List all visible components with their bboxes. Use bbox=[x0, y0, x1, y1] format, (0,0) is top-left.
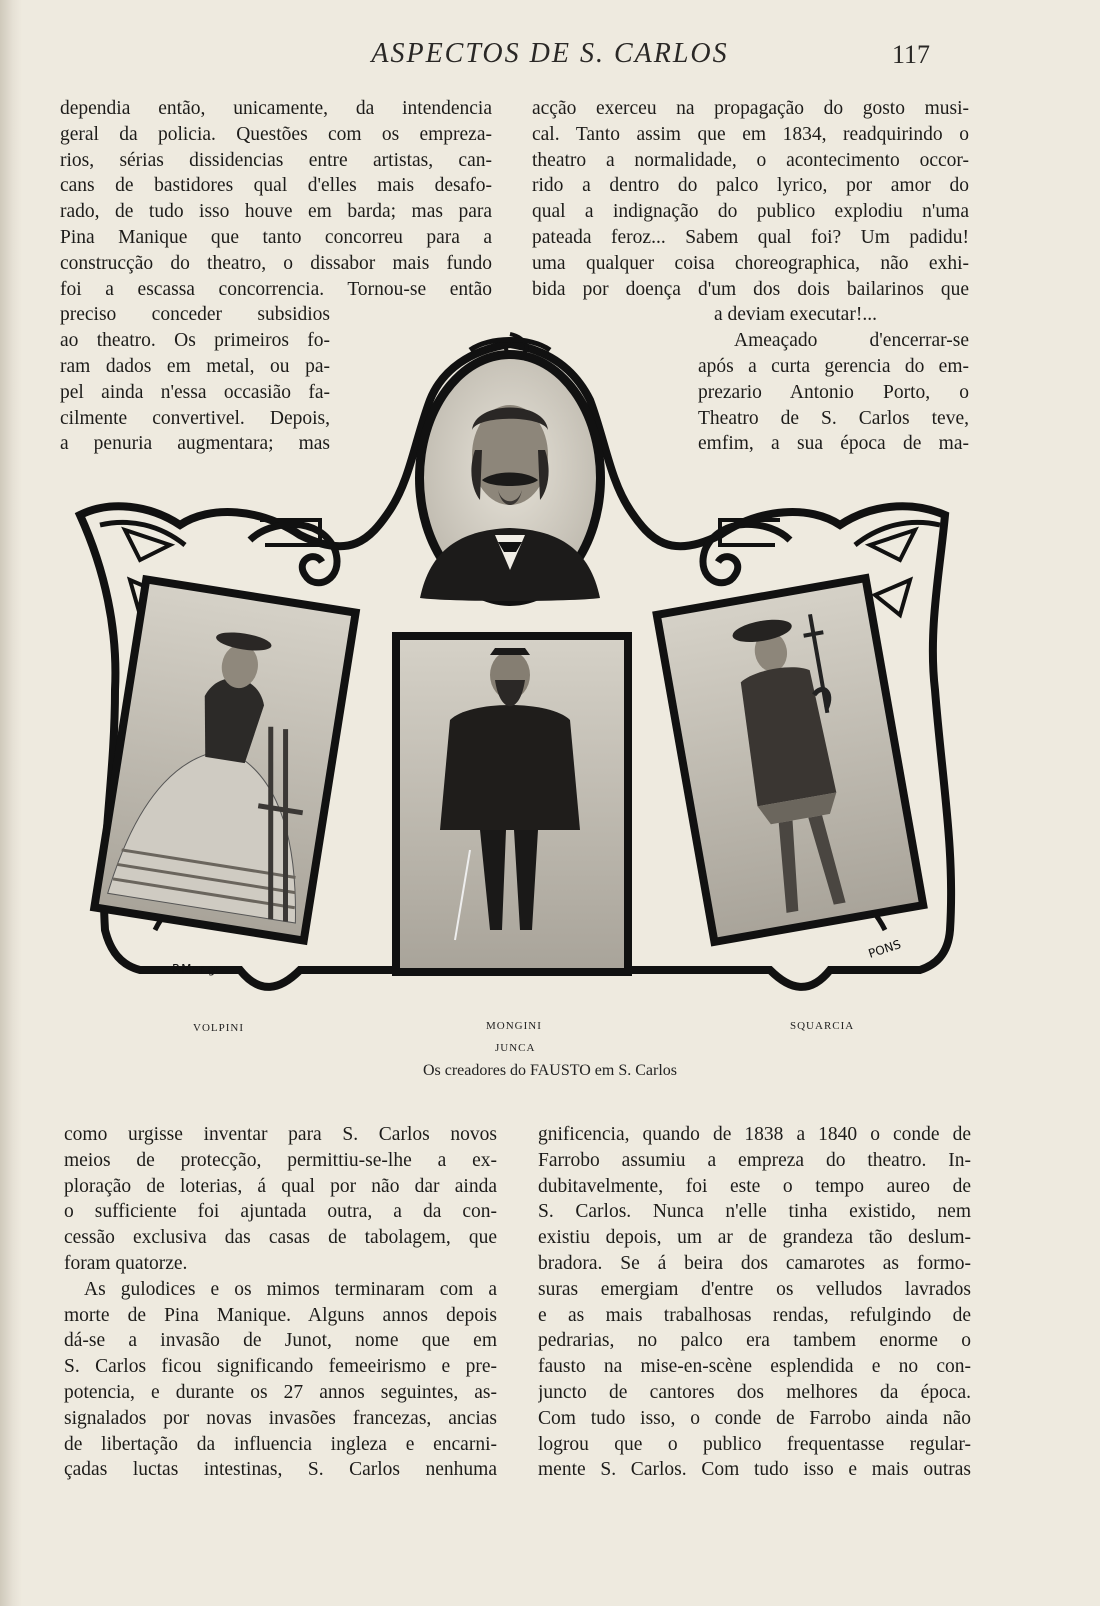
text-line: juncto de cantores dos melhores da época. bbox=[538, 1381, 971, 1403]
text-line: qual a indignação do publico explodiu n'uma bbox=[532, 201, 969, 223]
text-line: bida por doença d'um dos dois bailarinos que bbox=[532, 278, 969, 300]
text-line: rido a dentro do palco lyrico, por amor do bbox=[532, 175, 969, 197]
text-line: rios, sérias dissidencias entre artistas, can- bbox=[60, 149, 492, 171]
book-spine-shadow bbox=[0, 0, 22, 1606]
text-line: geral da policia. Questões com os empreza- bbox=[60, 123, 492, 145]
text-line: S. Carlos. Nunca n'elle tinha existido, nem bbox=[538, 1201, 971, 1223]
text-line: fausto na mise-en-scène esplendida e no con- bbox=[538, 1356, 971, 1378]
text-line: dá-se a invasão de Junot, nome que em bbox=[64, 1330, 497, 1352]
text-line: acção exerceu na propagação do gosto musi- bbox=[532, 98, 969, 119]
text-line: suras emergiam d'entre os velludos lavrados bbox=[538, 1278, 971, 1300]
text-line: potencia, e durante os 27 annos seguintes, as- bbox=[64, 1381, 497, 1403]
text-line: prezario Antonio Porto, o bbox=[698, 381, 969, 403]
text-line: Ameaçado d'encerrar-se bbox=[734, 330, 969, 352]
photo-volpini bbox=[90, 575, 360, 945]
text-line: após a curta gerencia do em- bbox=[698, 355, 969, 377]
text-line: Pina Manique que tanto concorreu para a bbox=[60, 226, 492, 248]
text-line: existiu depois, um ar de grandeza tão deslum- bbox=[538, 1227, 971, 1249]
text-line: pel ainda n'essa occasião fa- bbox=[60, 381, 330, 403]
text-line: cal. Tanto assim que em 1834, readquirindo o bbox=[532, 123, 969, 145]
caption-volpini: VOLPINI bbox=[193, 1022, 244, 1034]
text-line: rado, de tudo isso houve em barda; mas para bbox=[60, 201, 492, 223]
text-line: dubitavelmente, foi este o tempo aureo de bbox=[538, 1175, 971, 1197]
text-line: foi a escassa concorrencia. Tornou-se então bbox=[60, 278, 492, 300]
text-line: pedrarias, no palco era tambem enorme o bbox=[538, 1330, 971, 1352]
text-line: logrou que o publico frequentasse regular- bbox=[538, 1433, 971, 1455]
text-line: uma qualquer coisa choreographica, não exhi- bbox=[532, 252, 969, 274]
text-line: a deviam executar!... bbox=[714, 304, 877, 326]
text-line: cans de bastidores qual d'elles mais desafo- bbox=[60, 175, 492, 197]
text-line: construcção do theatro, o dissabor mais fundo bbox=[60, 252, 492, 274]
ornamental-photo-frame bbox=[70, 330, 970, 1020]
text-line: çadas luctas intestinas, S. Carlos nenhuma bbox=[64, 1459, 497, 1481]
page-number: 117 bbox=[891, 40, 930, 69]
engraver-signature: P.Mar gr bbox=[172, 962, 221, 976]
text-column-bottom-right bbox=[538, 1122, 971, 1483]
caption-mongini: MONGINI bbox=[486, 1020, 542, 1032]
caption-junca: JUNCA bbox=[495, 1042, 536, 1054]
photo-mongini-junca bbox=[392, 632, 632, 976]
text-line: Theatro de S. Carlos teve, bbox=[698, 407, 969, 429]
text-line: morte de Pina Manique. Alguns annos depois bbox=[64, 1304, 497, 1326]
text-line: As gulodices e os mimos terminaram com a bbox=[84, 1278, 497, 1300]
figure-caption: Os creadores do FAUSTO em S. Carlos bbox=[422, 1062, 678, 1079]
text-line: S. Carlos ficou significando femeeirismo e pre- bbox=[64, 1356, 497, 1378]
caption-squarcia: SQUARCIA bbox=[790, 1020, 855, 1032]
text-line: gnificencia, quando de 1838 a 1840 o conde de bbox=[538, 1124, 971, 1145]
text-line: dependia então, unicamente, da intendencia bbox=[60, 98, 492, 119]
text-line: meios de protecção, permittiu-se-lhe a ex- bbox=[64, 1149, 497, 1171]
running-title: ASPECTOS DE S. CARLOS bbox=[371, 38, 729, 69]
running-head bbox=[60, 38, 1040, 78]
text-line: emfim, a sua época de ma- bbox=[698, 433, 969, 455]
text-line: ram dados em metal, ou pa- bbox=[60, 355, 330, 377]
text-line: pateada feroz... Sabem qual foi? Um padidu! bbox=[532, 226, 969, 248]
text-line: bradora. Se á beira dos camarotes as formo- bbox=[538, 1252, 971, 1274]
text-line: ploração de loterias, á qual por não dar ainda bbox=[64, 1175, 497, 1197]
text-line: Farrobo assumiu a empreza do theatro. In- bbox=[538, 1149, 971, 1171]
text-line: preciso conceder subsidios bbox=[60, 304, 330, 326]
text-line: foram quatorze. bbox=[64, 1252, 188, 1274]
text-line: ao theatro. Os primeiros fo- bbox=[60, 330, 330, 352]
text-line: e as mais trabalhosas rendas, refulgindo de bbox=[538, 1304, 971, 1326]
text-line: cessão exclusiva das casas de tabolagem, que bbox=[64, 1227, 497, 1249]
frame-artwork bbox=[70, 330, 970, 1020]
text-line: Com tudo isso, o conde de Farrobo ainda não bbox=[538, 1407, 971, 1429]
text-line: como urgisse inventar para S. Carlos novos bbox=[64, 1124, 497, 1145]
text-line: theatro a normalidade, o acontecimento occor- bbox=[532, 149, 969, 171]
text-line: a penuria augmentara; mas bbox=[60, 433, 330, 455]
text-line: cilmente convertivel. Depois, bbox=[60, 407, 330, 429]
text-column-bottom-left bbox=[64, 1122, 497, 1483]
text-line: mente S. Carlos. Com tudo isso e mais outras bbox=[538, 1459, 971, 1481]
text-line: de libertação da influencia ingleza e encarni- bbox=[64, 1433, 497, 1455]
photo-squarcia bbox=[652, 573, 928, 946]
text-line: o sufficiente foi ajuntada outra, a da con- bbox=[64, 1201, 497, 1223]
artist-signature: PONS bbox=[866, 937, 903, 961]
text-line: signalados por novas invasões francezas, ancias bbox=[64, 1407, 497, 1429]
